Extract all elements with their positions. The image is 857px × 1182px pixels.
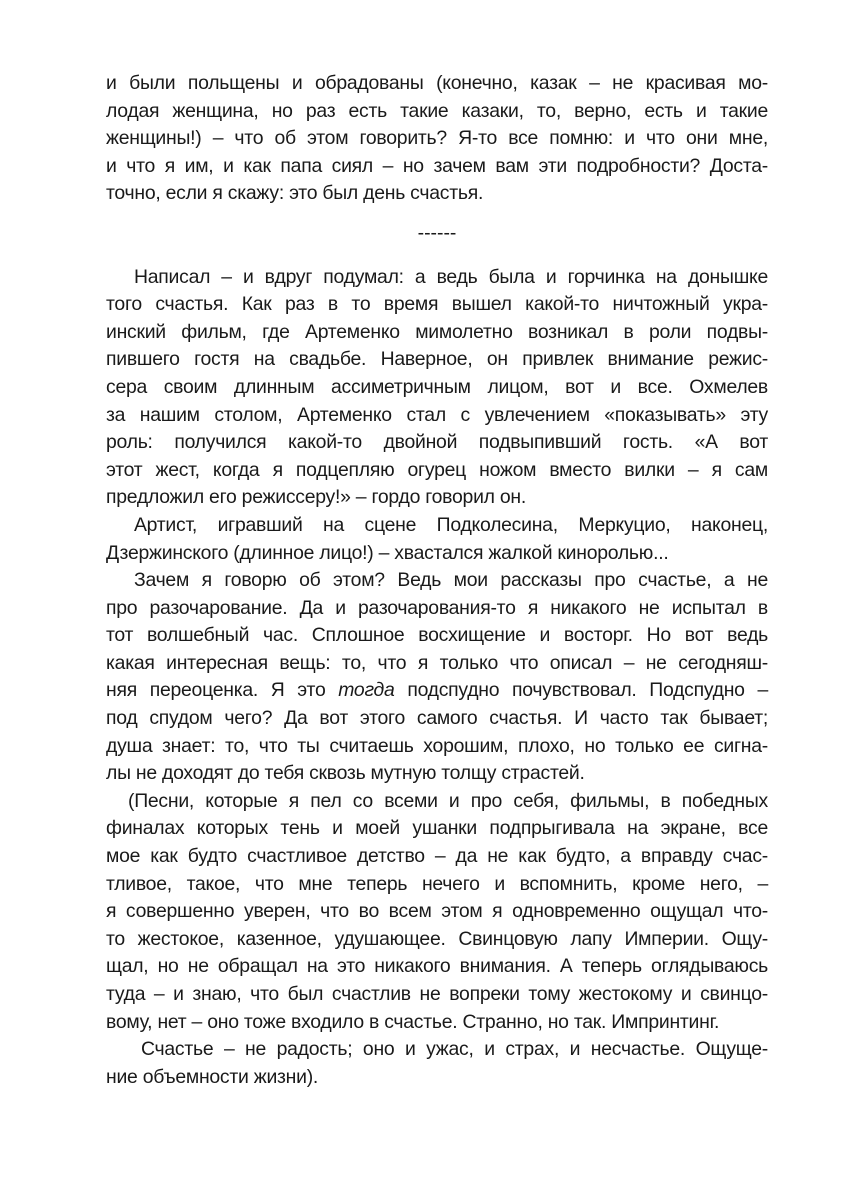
text-fragment: няя переоценка. Я это [106,679,339,702]
paragraph-6 [106,1036,768,1091]
text-line: этот жест, когда я подцепляю огурец ножом вместо вилки – я сам [106,458,768,481]
text-line: то жестокое, казенное, удушающее. Свинцовую лапу Империи. Ощу- [106,927,768,950]
text-line: Счастье – не радость; оно и ужас, и страх, и несчастье. Ощуще- [141,1038,768,1061]
text-line [106,677,768,705]
text-line: финалах которых тень и моей ушанки подпрыгивала на экране, все [106,817,768,840]
text-line: сера своим длинным ассиметричным лицом, вот и все. Охмелев [106,375,768,398]
section-separator: ------ [417,221,457,244]
text-line: пившего гостя на свадьбе. Наверное, он привлек внимание режис- [106,348,768,371]
text-line: Зачем я говорю об этом? Ведь мои рассказы про счастье, а не [134,569,768,592]
text-line: я совершенно уверен, что во всем этом я одновременно ощущал что- [106,900,768,923]
text-line: и что я им, и как папа сиял – но зачем вам эти подробности? Доста- [106,154,768,177]
text-line: инский фильм, где Артеменко мимолетно возникал в роли подвы- [106,320,768,343]
page-text [106,70,768,1091]
italic-word: тогда [338,679,395,702]
text-fragment: подспудно почувствовал. Подспудно – [394,679,768,702]
text-line: Дзержинского (длинное лицо!) – хвастался жалкой киноролью... [106,541,669,564]
text-line: лы не доходят до тебя сквозь мутную толщу страстей. [106,762,585,785]
text-line: Написал – и вдруг подумал: а ведь была и горчинка на донышке [134,265,768,288]
text-line: какая интересная вещь: то, что я только что описал – не сегодняш- [106,651,768,674]
text-line: душа знает: то, что ты считаешь хорошим, плохо, но только ее сигна- [106,734,768,757]
text-line: роль: получился какой-то двойной подвыпивший гость. «А вот [106,431,768,454]
text-line: ние объемности жизни). [106,1065,319,1088]
paragraph-1 [106,70,768,208]
text-line: лодая женщина, но раз есть такие казаки, то, верно, есть и такие [106,99,768,122]
text-line: щал, но не обращал на это никакого внимания. А теперь оглядываюсь [106,955,768,978]
text-line: мое как будто счастливое детство – да не как будто, а вправду счас- [106,845,768,868]
text-line: за нашим столом, Артеменко стал с увлечением «показывать» эту [106,403,768,426]
text-line: женщины!) – что об этом говорить? Я-то все помню: и что они мне, [106,127,768,150]
paragraph-3 [106,512,768,567]
text-line: туда – и знаю, что был счастлив не вопреки тому жестокому и свинцо- [106,983,768,1005]
text-line: тот волшебный час. Сплошное восхищение и восторг. Но вот ведь [106,624,768,647]
text-line: того счастья. Как раз в то время вышел какой-то ничтожный укра- [106,293,768,316]
paragraph-4 [106,567,768,788]
text-line: точно, если я скажу: это был день счастья. [106,182,484,205]
text-line: под спудом чего? Да вот этого самого счастья. И часто так бывает; [106,707,768,730]
text-line: и были польщены и обрадованы (конечно, казак – не красивая мо- [106,72,768,94]
text-line: Артист, игравший на сцене Подколесина, Меркуцио, наконец, [134,513,768,536]
text-line: предложил его режиссеру!» – гордо говорил он. [106,486,526,509]
text-line: вому, нет – оно тоже входило в счастье. Странно, но так. Импринтинг. [106,1010,720,1033]
text-line: тливое, такое, что мне теперь нечего и вспомнить, кроме него, – [106,872,768,895]
text-line: про разочарование. Да и разочарования-то я никакого не испытал в [106,596,768,619]
paragraph-2 [106,264,768,512]
text-line: (Песни, которые я пел со всеми и про себя, фильмы, в победных [128,789,768,812]
paragraph-5 [106,788,768,1036]
